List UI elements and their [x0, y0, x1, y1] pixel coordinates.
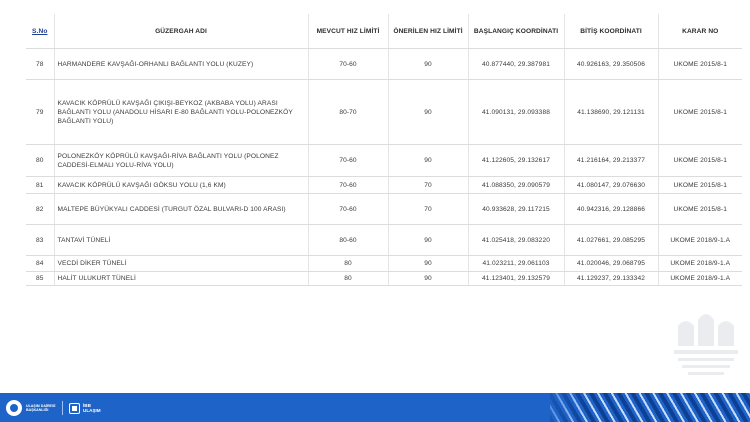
cell-proposed-limit: 90 — [388, 256, 468, 272]
cell-proposed-limit: 70 — [388, 177, 468, 194]
header-sno: S.No — [26, 14, 54, 49]
cell-sno: 81 — [26, 177, 54, 194]
cell-current-limit: 80-60 — [308, 225, 388, 256]
ulasim-logo-icon — [69, 403, 80, 414]
cell-decision: UKOME 2015/8-1 — [658, 80, 742, 145]
cell-end-coord: 40.926163, 29.350506 — [564, 49, 658, 80]
header-end-coord: BİTİŞ KOORDİNATI — [564, 14, 658, 49]
cell-end-coord: 40.942316, 29.128866 — [564, 194, 658, 225]
header-proposed-limit: ÖNERİLEN HIZ LİMİTİ — [388, 14, 468, 49]
stripes-fade — [530, 393, 590, 422]
cell-start-coord: 41.088350, 29.090579 — [468, 177, 564, 194]
cell-start-coord: 41.122605, 29.132617 — [468, 145, 564, 177]
cell-sno: 83 — [26, 225, 54, 256]
cell-route: KAVACIK KÖPRÜLÜ KAVŞAĞI GÖKSU YOLU (1,6 KM) — [54, 177, 308, 194]
watermark-graphic — [668, 306, 742, 388]
cell-current-limit: 80 — [308, 256, 388, 272]
cell-start-coord: 41.025418, 29.083220 — [468, 225, 564, 256]
cell-start-coord: 41.123401, 29.132579 — [468, 272, 564, 286]
table-row — [26, 80, 742, 145]
speed-limit-table — [26, 14, 742, 286]
table-row — [26, 145, 742, 177]
cell-sno: 80 — [26, 145, 54, 177]
cell-route: HARMANDERE KAVŞAĞI-ORHANLI BAĞLANTI YOLU (KUZEY) — [54, 49, 308, 80]
cell-sno: 78 — [26, 49, 54, 80]
cell-proposed-limit: 90 — [388, 145, 468, 177]
cell-decision: UKOME 2018/9-1.A — [658, 256, 742, 272]
cell-route: VECDİ DİKER TÜNELİ — [54, 256, 308, 272]
cell-end-coord: 41.027661, 29.085295 — [564, 225, 658, 256]
cell-start-coord: 40.933628, 29.117215 — [468, 194, 564, 225]
cell-start-coord: 41.023211, 29.061103 — [468, 256, 564, 272]
header-decision: KARAR NO — [658, 14, 742, 49]
cell-end-coord: 41.080147, 29.076630 — [564, 177, 658, 194]
cell-decision: UKOME 2015/8-1 — [658, 145, 742, 177]
cell-route: TANTAVİ TÜNELİ — [54, 225, 308, 256]
table-row — [26, 256, 742, 272]
cell-proposed-limit: 90 — [388, 272, 468, 286]
cell-decision: UKOME 2018/9-1.A — [658, 272, 742, 286]
table-row — [26, 194, 742, 225]
table-row — [26, 225, 742, 256]
header-start-coord: BAŞLANGIÇ KOORDİNATI — [468, 14, 564, 49]
cell-proposed-limit: 90 — [388, 225, 468, 256]
cell-proposed-limit: 70 — [388, 194, 468, 225]
cell-current-limit: 80-70 — [308, 80, 388, 145]
ibb-logo-icon — [6, 400, 22, 416]
cell-decision: UKOME 2015/8-1 — [658, 177, 742, 194]
cell-current-limit: 70-60 — [308, 145, 388, 177]
brand-line-2: ULAŞIM — [83, 408, 101, 413]
cell-decision: UKOME 2015/8-1 — [658, 49, 742, 80]
cell-route: POLONEZKÖY KÖPRÜLÜ KAVŞAĞI-RİVA BAĞLANTI YOLU (POLONEZ CADDESİ-ELMALI YOLU-RİVA YOLU) — [54, 145, 308, 177]
table-row — [26, 177, 742, 194]
cell-route: KAVACIK KÖPRÜLÜ KAVŞAĞI ÇIKIŞI-BEYKOZ (AKBABA YOLU) ARASI BAĞLANTI YOLU (ANADOLU HİSARI E-80 BAĞLANTI YOLU-POLONEZKÖY BAĞLANTI YOLU) — [54, 80, 308, 145]
cell-sno: 82 — [26, 194, 54, 225]
table-row — [26, 272, 742, 286]
table-row — [26, 49, 742, 80]
cell-sno: 84 — [26, 256, 54, 272]
footer-divider — [62, 401, 63, 415]
department-label: ULAŞIM DAİRESİ BAŞKANLIĞI — [26, 403, 56, 412]
brand-line-1: İBB — [83, 403, 91, 408]
cell-sno: 85 — [26, 272, 54, 286]
cell-start-coord: 41.090131, 29.093388 — [468, 80, 564, 145]
cell-end-coord: 41.216164, 29.213377 — [564, 145, 658, 177]
cell-sno: 79 — [26, 80, 54, 145]
cell-current-limit: 70-60 — [308, 177, 388, 194]
ulasim-brand — [83, 403, 101, 413]
cell-route: HALİT ULUKURT TÜNELİ — [54, 272, 308, 286]
cell-current-limit: 70-60 — [308, 194, 388, 225]
header-route: GÜZERGAH ADI — [54, 14, 308, 49]
table-header-row — [26, 14, 742, 49]
header-current-limit: MEVCUT HIZ LİMİTİ — [308, 14, 388, 49]
cell-decision: UKOME 2015/8-1 — [658, 194, 742, 225]
cell-current-limit: 80 — [308, 272, 388, 286]
cell-end-coord: 41.020046, 29.068795 — [564, 256, 658, 272]
footer-branding — [6, 399, 101, 417]
cell-start-coord: 40.877440, 29.387981 — [468, 49, 564, 80]
cell-proposed-limit: 90 — [388, 80, 468, 145]
cell-route: MALTEPE BÜYÜKYALI CADDESİ (TURGUT ÖZAL BULVARI-D 100 ARASI) — [54, 194, 308, 225]
cell-end-coord: 41.138690, 29.121131 — [564, 80, 658, 145]
cell-current-limit: 70-60 — [308, 49, 388, 80]
cell-end-coord: 41.129237, 29.133342 — [564, 272, 658, 286]
cell-decision: UKOME 2018/9-1.A — [658, 225, 742, 256]
cell-proposed-limit: 90 — [388, 49, 468, 80]
